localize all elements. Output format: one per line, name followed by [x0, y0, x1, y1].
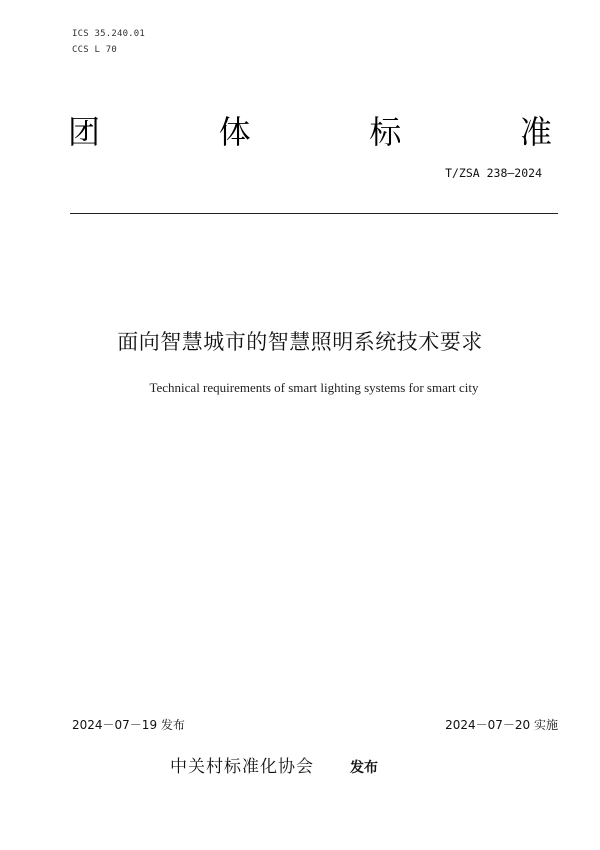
title-chinese: 面向智慧城市的智慧照明系统技术要求 [117, 330, 483, 354]
issuer-action: 发布 [350, 760, 378, 776]
issue-date: 2024－07－19 发布 [72, 718, 185, 732]
title-english: Technical requirements of smart lighting systems for smart city [149, 380, 479, 395]
header-divider [70, 213, 558, 214]
standard-type-char: 标 [369, 113, 402, 151]
standard-type-char: 体 [218, 113, 251, 151]
ics-code: ICS 35.240.01 [72, 29, 146, 39]
issuer-name: 中关村标准化协会 [170, 757, 314, 777]
standard-type-char: 团 [68, 113, 101, 151]
standard-type-char: 准 [519, 113, 552, 151]
implementation-date: 2024－07－20 实施 [445, 718, 558, 732]
standard-type-heading [68, 108, 552, 156]
ccs-code: CCS L 70 [72, 45, 117, 55]
standard-number: T/ZSA 238—2024 [445, 166, 542, 180]
issuer-line [170, 752, 378, 777]
